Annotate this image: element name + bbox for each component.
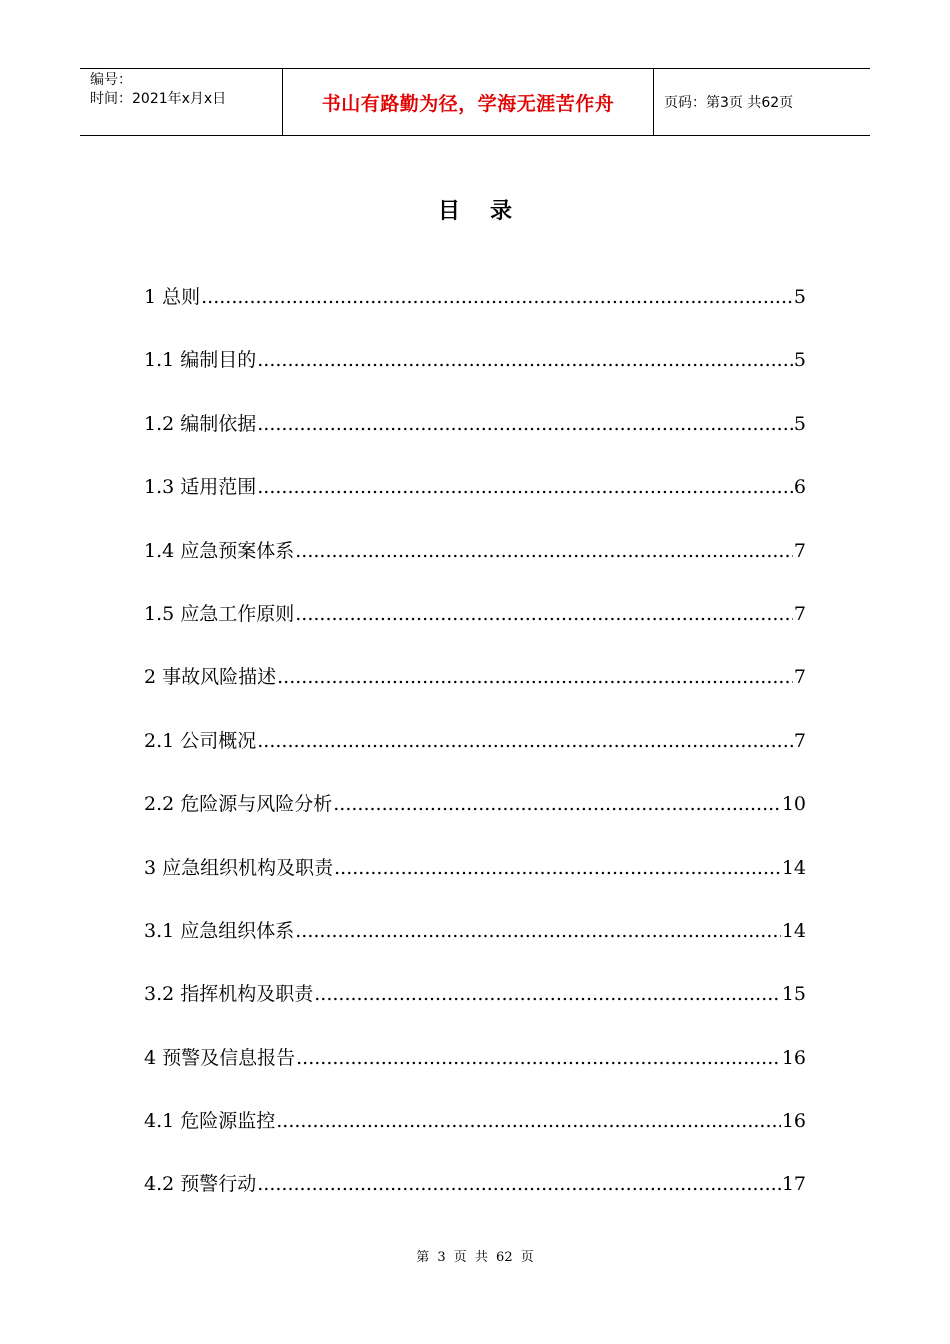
toc-entry-label: 1.5 应急工作原则 (144, 602, 295, 625)
toc-entry-page: 14 (781, 856, 806, 879)
header-page-info: 页码：第3页 共62页 (664, 95, 794, 111)
toc-entry-label: 4.2 预警行动 (144, 1173, 257, 1196)
toc-entry-label: 3.2 指挥机构及职责 (144, 983, 314, 1006)
toc-entry-label: 3.1 应急组织体系 (144, 919, 295, 942)
toc-dot-leader (201, 282, 793, 312)
toc-dot-leader (314, 979, 781, 1009)
toc-dot-leader (257, 1169, 781, 1199)
toc-dot-leader (334, 853, 781, 883)
toc-entry[interactable] (144, 282, 806, 345)
toc-entry-label: 2.2 危险源与风险分析 (144, 793, 333, 816)
toc-entry-label: 1.3 适用范围 (144, 476, 257, 499)
toc-entry-page: 5 (793, 349, 806, 372)
toc-entry-label: 2 事故风险描述 (144, 666, 277, 689)
toc-entry[interactable] (144, 1169, 806, 1232)
toc-entry-label: 3 应急组织机构及职责 (144, 856, 334, 879)
header-meta (80, 69, 282, 135)
toc-dot-leader (295, 599, 793, 629)
toc-dot-leader (257, 726, 793, 756)
table-of-contents (144, 282, 806, 1233)
toc-entry-page: 5 (793, 412, 806, 435)
toc-entry-page: 16 (781, 1110, 806, 1133)
toc-entry[interactable] (144, 599, 806, 662)
toc-title: 目录 (437, 199, 542, 224)
toc-entry-page: 5 (793, 286, 806, 308)
toc-dot-leader (295, 536, 793, 566)
toc-entry-page: 7 (793, 666, 806, 689)
toc-entry-page: 17 (781, 1173, 806, 1196)
toc-entry-page: 14 (781, 919, 806, 942)
toc-entry[interactable] (144, 789, 806, 852)
toc-entry[interactable] (144, 853, 806, 916)
document-date: 时间：2021年x月x日 (90, 91, 227, 107)
toc-entry-page: 16 (781, 1046, 806, 1069)
page-header (80, 68, 870, 136)
toc-dot-leader (257, 472, 793, 502)
toc-entry-label: 4 预警及信息报告 (144, 1046, 296, 1069)
toc-entry[interactable] (144, 1106, 806, 1169)
toc-entry[interactable] (144, 345, 806, 408)
toc-entry[interactable] (144, 979, 806, 1042)
toc-entry-page: 10 (781, 793, 806, 816)
toc-dot-leader (333, 789, 781, 819)
toc-entry-label: 4.1 危险源监控 (144, 1110, 276, 1133)
toc-entry[interactable] (144, 409, 806, 472)
toc-entry-label: 1.4 应急预案体系 (144, 539, 295, 562)
page-footer: 第 3 页 共 62 页 (416, 1250, 534, 1265)
toc-entry-page: 6 (793, 476, 806, 499)
toc-entry[interactable] (144, 726, 806, 789)
toc-dot-leader (276, 1106, 781, 1136)
toc-dot-leader (296, 1043, 781, 1073)
toc-entry-page: 7 (793, 729, 806, 752)
toc-entry-label: 1.1 编制目的 (144, 349, 257, 372)
toc-entry[interactable] (144, 536, 806, 599)
toc-entry[interactable] (144, 662, 806, 725)
toc-entry[interactable] (144, 1043, 806, 1106)
document-number-label: 编号： (90, 72, 132, 88)
toc-entry-page: 7 (793, 602, 806, 625)
toc-entry[interactable] (144, 472, 806, 535)
toc-entry-label: 2.1 公司概况 (144, 729, 257, 752)
toc-dot-leader (257, 409, 793, 439)
toc-entry[interactable] (144, 916, 806, 979)
toc-entry-label: 1.2 编制依据 (144, 412, 257, 435)
toc-entry-page: 15 (781, 983, 806, 1006)
toc-entry-page: 7 (793, 539, 806, 562)
toc-dot-leader (295, 916, 781, 946)
header-motto: 书山有路勤为径，学海无涯苦作舟 (282, 69, 654, 135)
toc-dot-leader (277, 662, 793, 692)
toc-entry-label: 1 总则 (144, 286, 201, 308)
toc-dot-leader (257, 345, 793, 375)
